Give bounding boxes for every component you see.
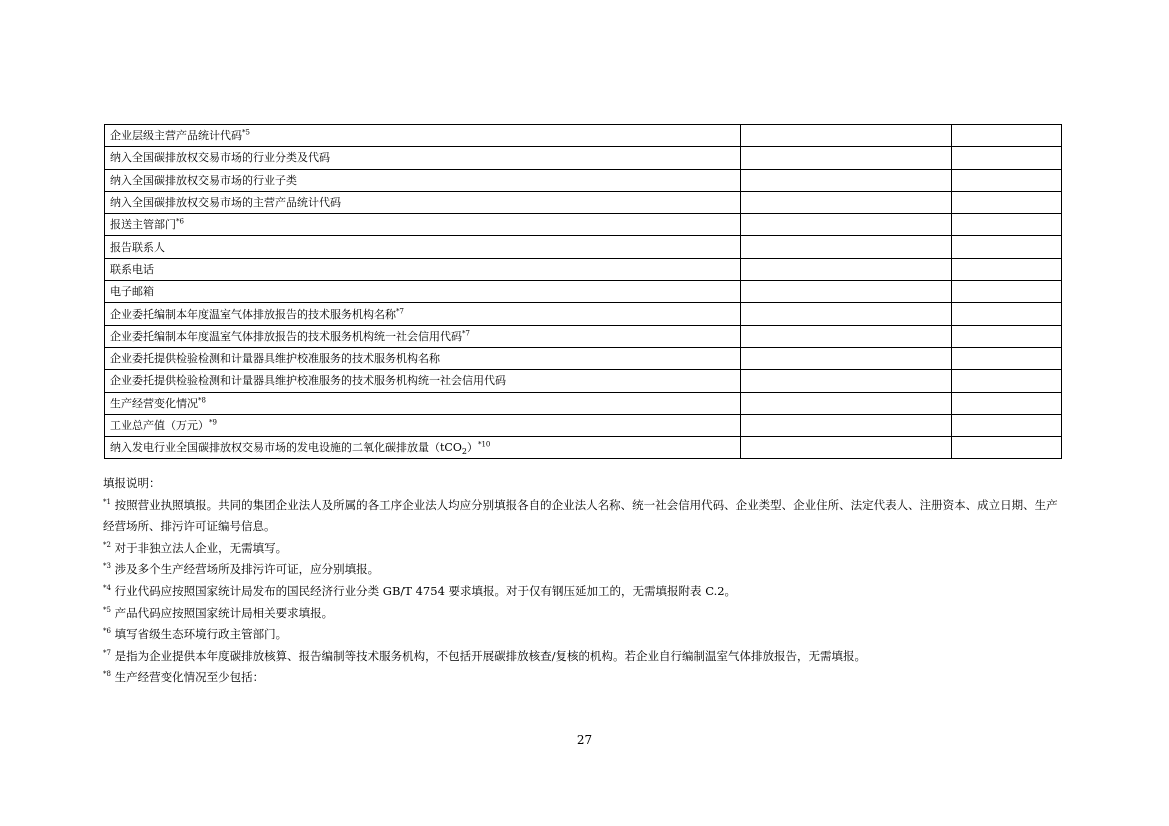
footnote-mark: *5 xyxy=(242,128,250,137)
table-row xyxy=(105,370,1062,392)
value-cell xyxy=(741,414,952,436)
row-label-cell xyxy=(105,392,741,414)
row-label: 企业层级主营产品统计代码 xyxy=(110,129,242,143)
row-label: 企业委托提供检验检测和计量器具维护校准服务的技术服务机构名称 xyxy=(110,352,440,366)
value-cell xyxy=(741,370,952,392)
row-label: 报送主管部门 xyxy=(110,218,176,232)
note-item xyxy=(103,538,1065,560)
remark-cell xyxy=(952,191,1062,213)
note-text: 涉及多个生产经营场所及排污许可证，应分别填报。 xyxy=(110,562,380,577)
value-cell xyxy=(741,236,952,258)
table-row xyxy=(105,258,1062,280)
remark-cell xyxy=(952,437,1062,459)
footnote-mark: *6 xyxy=(103,627,111,636)
row-label-cell xyxy=(105,125,741,147)
value-cell xyxy=(741,125,952,147)
value-cell xyxy=(741,281,952,303)
row-label: 联系电话 xyxy=(110,262,154,276)
remark-cell xyxy=(952,392,1062,414)
info-table xyxy=(104,124,1062,459)
footnote-mark: *8 xyxy=(103,670,111,679)
table-row xyxy=(105,191,1062,213)
note-item xyxy=(103,624,1065,646)
note-item xyxy=(103,559,1065,581)
footnote-mark: *8 xyxy=(198,396,206,405)
remark-cell xyxy=(952,281,1062,303)
note-item xyxy=(103,646,1065,668)
footnote-mark: *9 xyxy=(209,418,217,427)
notes-list xyxy=(103,495,1065,689)
remark-cell xyxy=(952,303,1062,325)
row-label-cell xyxy=(105,325,741,347)
row-label: 纳入全国碳排放权交易市场的行业子类 xyxy=(110,173,297,187)
footnote-mark: *5 xyxy=(103,605,111,614)
note-text: 是指为企业提供本年度碳排放核算、报告编制等技术服务机构，不包括开展碳排放核查/复核的机构。若企业自行编制温室气体排放报告，无需填报。 xyxy=(110,648,866,663)
table-row xyxy=(105,147,1062,169)
remark-cell xyxy=(952,258,1062,280)
row-label-suffix: ） xyxy=(466,441,478,455)
table-row xyxy=(105,392,1062,414)
remark-cell xyxy=(952,325,1062,347)
footnote-mark: *6 xyxy=(176,217,184,226)
row-label-cell xyxy=(105,414,741,436)
footnote-mark: *7 xyxy=(396,306,404,315)
table-row xyxy=(105,125,1062,147)
value-cell xyxy=(741,347,952,369)
row-label: 纳入全国碳排放权交易市场的行业分类及代码 xyxy=(110,151,330,165)
value-cell xyxy=(741,191,952,213)
row-label-cell xyxy=(105,303,741,325)
filling-notes xyxy=(103,473,1065,689)
remark-cell xyxy=(952,347,1062,369)
note-text: 对于非独立法人企业，无需填写。 xyxy=(110,540,288,555)
value-cell xyxy=(741,214,952,236)
row-label-cell xyxy=(105,281,741,303)
table-row xyxy=(105,281,1062,303)
value-cell xyxy=(741,392,952,414)
notes-heading: 填报说明： xyxy=(103,476,161,490)
subscript: 2 xyxy=(461,447,467,457)
footnote-mark: *7 xyxy=(103,648,111,657)
value-cell xyxy=(741,437,952,459)
value-cell xyxy=(741,147,952,169)
note-text: 按照营业执照填报。共同的集团企业法人及所属的各工序企业法人均应分别填报各自的企业法人名称、统一社会信用代码、企业类型、企业住所、法定代表人、注册资本、成立日期、生产经营场所、排污许可证编号信息。 xyxy=(103,497,1058,534)
row-label-cell xyxy=(105,258,741,280)
table-row xyxy=(105,325,1062,347)
note-text: 行业代码应按照国家统计局发布的国民经济行业分类 GB/T 4754 要求填报。对于仅有钢压延加工的，无需填报附表 C.2。 xyxy=(110,583,737,598)
table-row xyxy=(105,236,1062,258)
page-number: 27 xyxy=(576,733,593,747)
footnote-mark: *3 xyxy=(103,562,111,571)
row-label: 企业委托编制本年度温室气体排放报告的技术服务机构名称 xyxy=(110,307,396,321)
table-row xyxy=(105,437,1062,459)
remark-cell xyxy=(952,370,1062,392)
row-label-cell xyxy=(105,191,741,213)
row-label: 企业委托编制本年度温室气体排放报告的技术服务机构统一社会信用代码 xyxy=(110,329,462,343)
info-table-body xyxy=(105,125,1062,459)
note-item xyxy=(103,667,1065,689)
row-label-cell xyxy=(105,347,741,369)
value-cell xyxy=(741,258,952,280)
table-row xyxy=(105,169,1062,191)
remark-cell xyxy=(952,214,1062,236)
row-label: 报告联系人 xyxy=(110,240,165,254)
footnote-mark: *1 xyxy=(103,497,111,506)
row-label-cell xyxy=(105,214,741,236)
table-row xyxy=(105,414,1062,436)
note-item xyxy=(103,495,1065,538)
remark-cell xyxy=(952,169,1062,191)
remark-cell xyxy=(952,125,1062,147)
row-label-cell xyxy=(105,370,741,392)
value-cell xyxy=(741,303,952,325)
table-row xyxy=(105,214,1062,236)
row-label-cell xyxy=(105,169,741,191)
row-label: 生产经营变化情况 xyxy=(110,396,198,410)
footnote-mark: *2 xyxy=(103,540,111,549)
remark-cell xyxy=(952,147,1062,169)
remark-cell xyxy=(952,236,1062,258)
value-cell xyxy=(741,325,952,347)
row-label-cell xyxy=(105,236,741,258)
footnote-mark: *7 xyxy=(462,329,470,338)
note-item xyxy=(103,581,1065,603)
row-label-cell xyxy=(105,147,741,169)
note-item xyxy=(103,603,1065,625)
note-text: 产品代码应按照国家统计局相关要求填报。 xyxy=(110,605,334,620)
row-label: 纳入发电行业全国碳排放权交易市场的发电设施的二氧化碳排放量（tCO xyxy=(110,441,462,455)
footnote-mark: *4 xyxy=(103,584,111,593)
table-row xyxy=(105,303,1062,325)
value-cell xyxy=(741,169,952,191)
row-label: 电子邮箱 xyxy=(110,285,154,299)
note-text: 填写省级生态环境行政主管部门。 xyxy=(110,627,288,642)
remark-cell xyxy=(952,414,1062,436)
row-label: 工业总产值（万元） xyxy=(110,419,209,432)
row-label: 纳入全国碳排放权交易市场的主营产品统计代码 xyxy=(110,196,341,210)
table-row xyxy=(105,347,1062,369)
footnote-mark: *10 xyxy=(477,440,491,449)
row-label-cell xyxy=(105,437,741,459)
row-label: 企业委托提供检验检测和计量器具维护校准服务的技术服务机构统一社会信用代码 xyxy=(110,374,506,388)
note-text: 生产经营变化情况至少包括： xyxy=(110,670,265,685)
